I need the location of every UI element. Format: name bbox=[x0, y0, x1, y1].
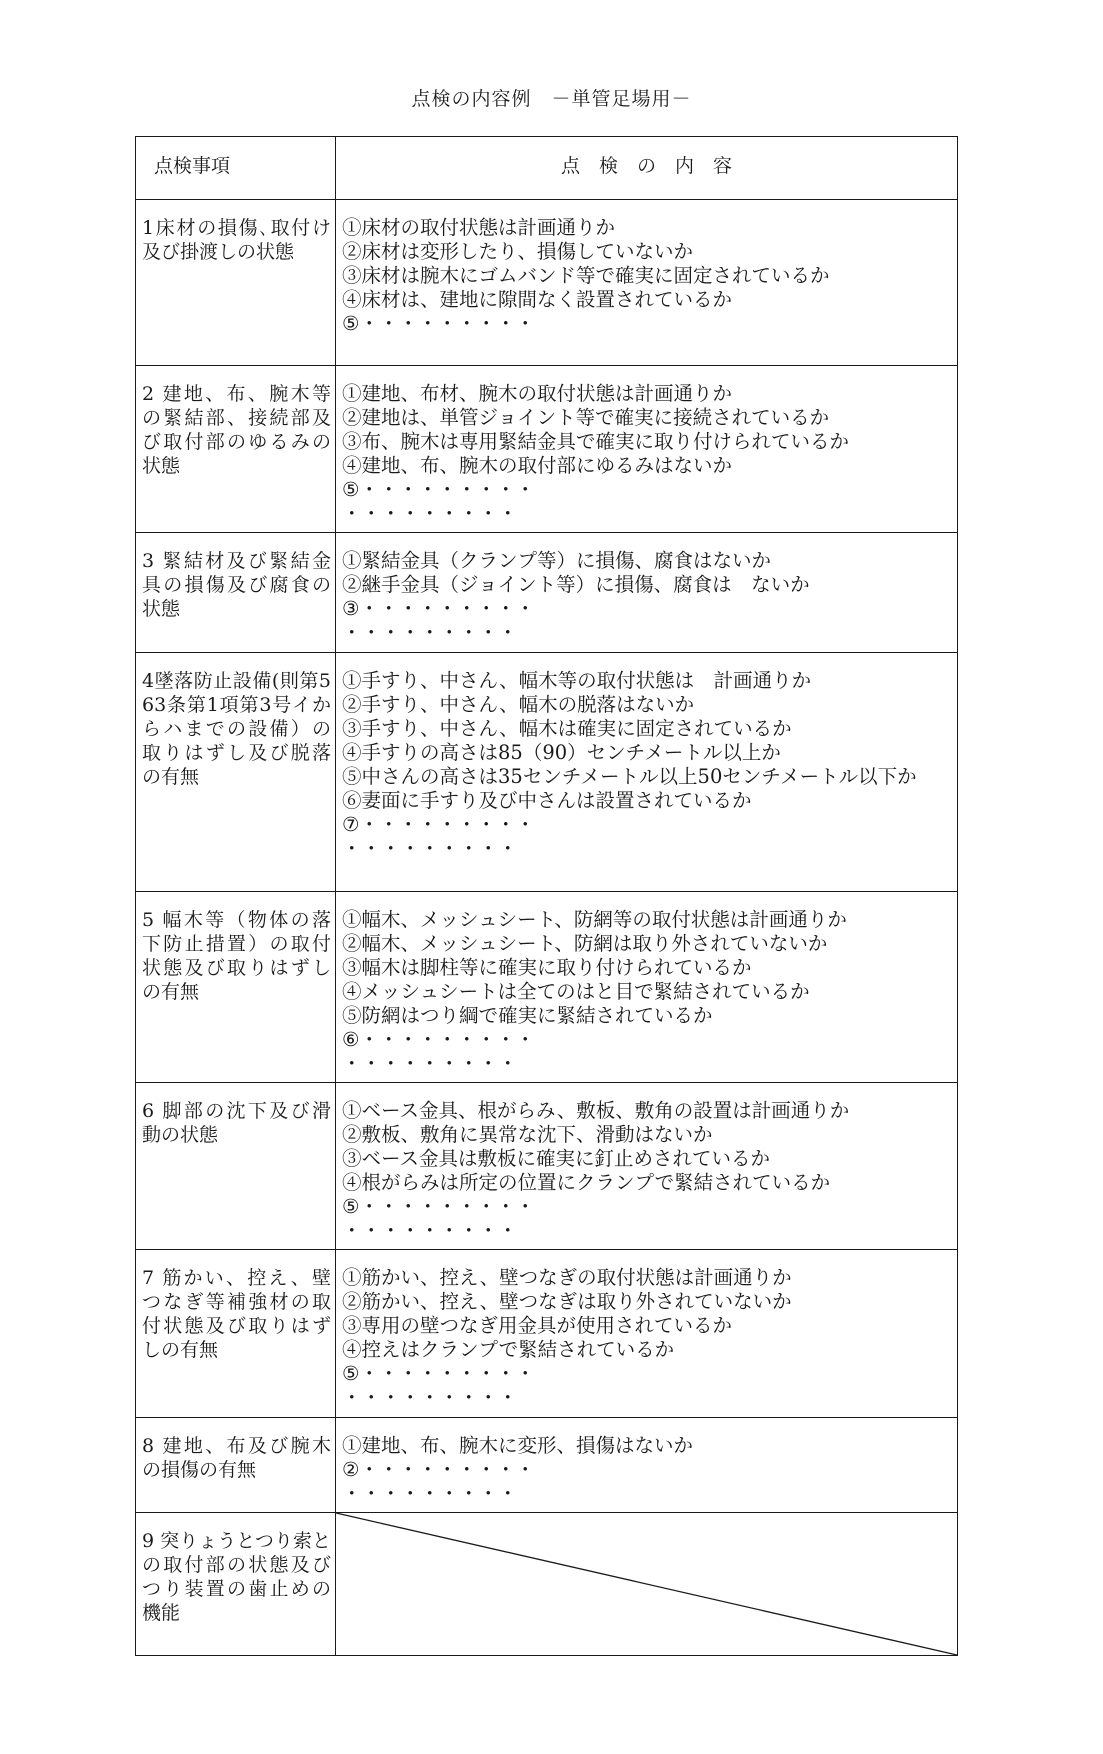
check-item: ①筋かい、控え、壁つなぎの取付状態は計画通りか bbox=[342, 1266, 792, 1289]
inspection-item: 5 幅木等（物体の落下防止措置）の取付状態及び取りはずしの有無 bbox=[142, 909, 331, 1003]
check-item: ①床材の取付状態は計画通りか bbox=[342, 216, 616, 239]
column-header-item: 点検事項 bbox=[136, 137, 336, 200]
check-list bbox=[336, 653, 957, 861]
inspection-item: 1床材の損傷､取付け及び掛渡しの状態 bbox=[142, 217, 331, 263]
check-item: ④根がらみは所定の位置にクランプで緊結されているか bbox=[342, 1171, 831, 1194]
check-list bbox=[336, 892, 957, 1076]
inspection-item: 6 脚部の沈下及び滑動の状態 bbox=[142, 1100, 331, 1146]
check-list bbox=[336, 533, 957, 645]
table-row bbox=[136, 653, 958, 892]
check-item: ③ベース金具は敷板に確実に釘止めされているか bbox=[342, 1147, 771, 1170]
check-item: ②建地は、単管ジョイント等で確実に接続されているか bbox=[342, 406, 830, 429]
check-item: ⑦・・・・・・・・・ bbox=[342, 813, 535, 836]
table-row bbox=[136, 1083, 958, 1250]
check-item: ④手すりの高さは85（90）センチメートル以上か bbox=[342, 741, 781, 764]
check-item: ②継手金具（ジョイント等）に損傷、腐食は ないか bbox=[342, 573, 810, 596]
check-item: ③幅木は脚柱等に確実に取り付けられているか bbox=[342, 956, 752, 979]
inspection-item: 8 建地、布及び腕木の損傷の有無 bbox=[142, 1435, 331, 1481]
check-item: ②手すり、中さん、幅木の脱落はないか bbox=[342, 693, 695, 716]
check-item: ③・・・・・・・・・ bbox=[342, 597, 535, 620]
table-row bbox=[136, 1513, 958, 1656]
table-row bbox=[136, 200, 958, 366]
check-item: ⑤・・・・・・・・・ bbox=[342, 312, 535, 335]
check-item: ③布、腕木は専用緊結金具で確実に取り付けられているか bbox=[342, 430, 850, 453]
check-item: ④控えはクランプで緊結されているか bbox=[342, 1338, 675, 1361]
check-item: ②敷板、敷角に異常な沈下、滑動はないか bbox=[342, 1123, 713, 1146]
check-item: ①建地、布材、腕木の取付状態は計画通りか bbox=[342, 382, 733, 405]
check-item: ③床材は腕木にゴムバンド等で確実に固定されているか bbox=[342, 264, 830, 287]
check-item: ④床材は、建地に隙間なく設置されているか bbox=[342, 288, 733, 311]
check-item: ・・・・・・・・・ bbox=[342, 1386, 518, 1409]
check-item: ②床材は変形したり、損傷していないか bbox=[342, 240, 694, 263]
check-item: ・・・・・・・・・ bbox=[342, 837, 518, 860]
check-item: ③手すり、中さん、幅木は確実に固定されているか bbox=[342, 717, 792, 740]
table-row bbox=[136, 1250, 958, 1418]
not-applicable-cell bbox=[336, 1513, 958, 1656]
check-item: ②筋かい、控え、壁つなぎは取り外されていないか bbox=[342, 1290, 792, 1313]
check-item: ・・・・・・・・・ bbox=[342, 621, 518, 644]
table-header-row bbox=[136, 137, 958, 200]
inspection-item: 9 突りょうとつり索との取付部の状態及びつり装置の歯止めの機能 bbox=[142, 1530, 331, 1624]
check-item: ⑤・・・・・・・・・ bbox=[342, 1362, 535, 1385]
check-item: ⑤・・・・・・・・・ bbox=[342, 1195, 535, 1218]
table-row bbox=[136, 533, 958, 653]
check-item: ②幅木、メッシュシート、防網は取り外されていないか bbox=[342, 932, 828, 955]
check-item: ⑤・・・・・・・・・ bbox=[342, 478, 535, 501]
inspection-table bbox=[135, 136, 958, 1656]
check-item: ⑤中さんの高さは35センチメートル以上50センチメートル以下か bbox=[342, 765, 917, 788]
check-item: ⑤防網はつり綱で確実に緊結されているか bbox=[342, 1004, 713, 1027]
check-item: ①建地、布、腕木に変形、損傷はないか bbox=[342, 1434, 694, 1457]
diagonal-strike-line bbox=[336, 1513, 957, 1655]
check-item: ⑥妻面に手すり及び中さんは設置されているか bbox=[342, 789, 752, 812]
column-header-content: 点 検 の 内 容 bbox=[336, 137, 958, 200]
check-item: ・・・・・・・・・ bbox=[342, 1219, 518, 1242]
check-item: ・・・・・・・・・ bbox=[342, 502, 518, 525]
check-list bbox=[336, 1418, 957, 1506]
check-item: ④メッシュシートは全てのはと目で緊結されているか bbox=[342, 980, 810, 1003]
inspection-item: 7 筋かい、控え、壁つなぎ等補強材の取付状態及び取りはずしの有無 bbox=[142, 1267, 331, 1361]
check-list bbox=[336, 1250, 957, 1410]
page-title: 点検の内容例 －単管足場用－ bbox=[411, 88, 692, 110]
check-list bbox=[336, 1083, 957, 1243]
check-item: ①ベース金具、根がらみ、敷板、敷角の設置は計画通りか bbox=[342, 1099, 850, 1122]
check-item: ・・・・・・・・・ bbox=[342, 1482, 518, 1505]
check-item: ④建地、布、腕木の取付部にゆるみはないか bbox=[342, 454, 733, 477]
check-item: ①緊結金具（クランプ等）に損傷、腐食はないか bbox=[342, 549, 772, 572]
inspection-item: 4墜落防止設備(則第563条第1項第3号イからハまでの設備）の取りはずし及び脱落の有無 bbox=[142, 670, 331, 788]
check-list bbox=[336, 366, 957, 526]
check-list bbox=[336, 200, 957, 336]
inspection-item: 3 緊結材及び緊結金具の損傷及び腐食の状態 bbox=[142, 550, 331, 620]
check-item: ③専用の壁つなぎ用金具が使用されているか bbox=[342, 1314, 733, 1337]
table-row bbox=[136, 366, 958, 533]
check-item: ・・・・・・・・・ bbox=[342, 1052, 518, 1075]
table-row bbox=[136, 892, 958, 1083]
table-row bbox=[136, 1418, 958, 1513]
inspection-item: 2 建地、布、腕木等の緊結部、接続部及び取付部のゆるみの状態 bbox=[142, 383, 331, 477]
check-item: ①手すり、中さん、幅木等の取付状態は 計画通りか bbox=[342, 669, 812, 692]
check-item: ①幅木、メッシュシート、防網等の取付状態は計画通りか bbox=[342, 908, 847, 931]
check-item: ②・・・・・・・・・ bbox=[342, 1458, 535, 1481]
check-item: ⑥・・・・・・・・・ bbox=[342, 1028, 535, 1051]
